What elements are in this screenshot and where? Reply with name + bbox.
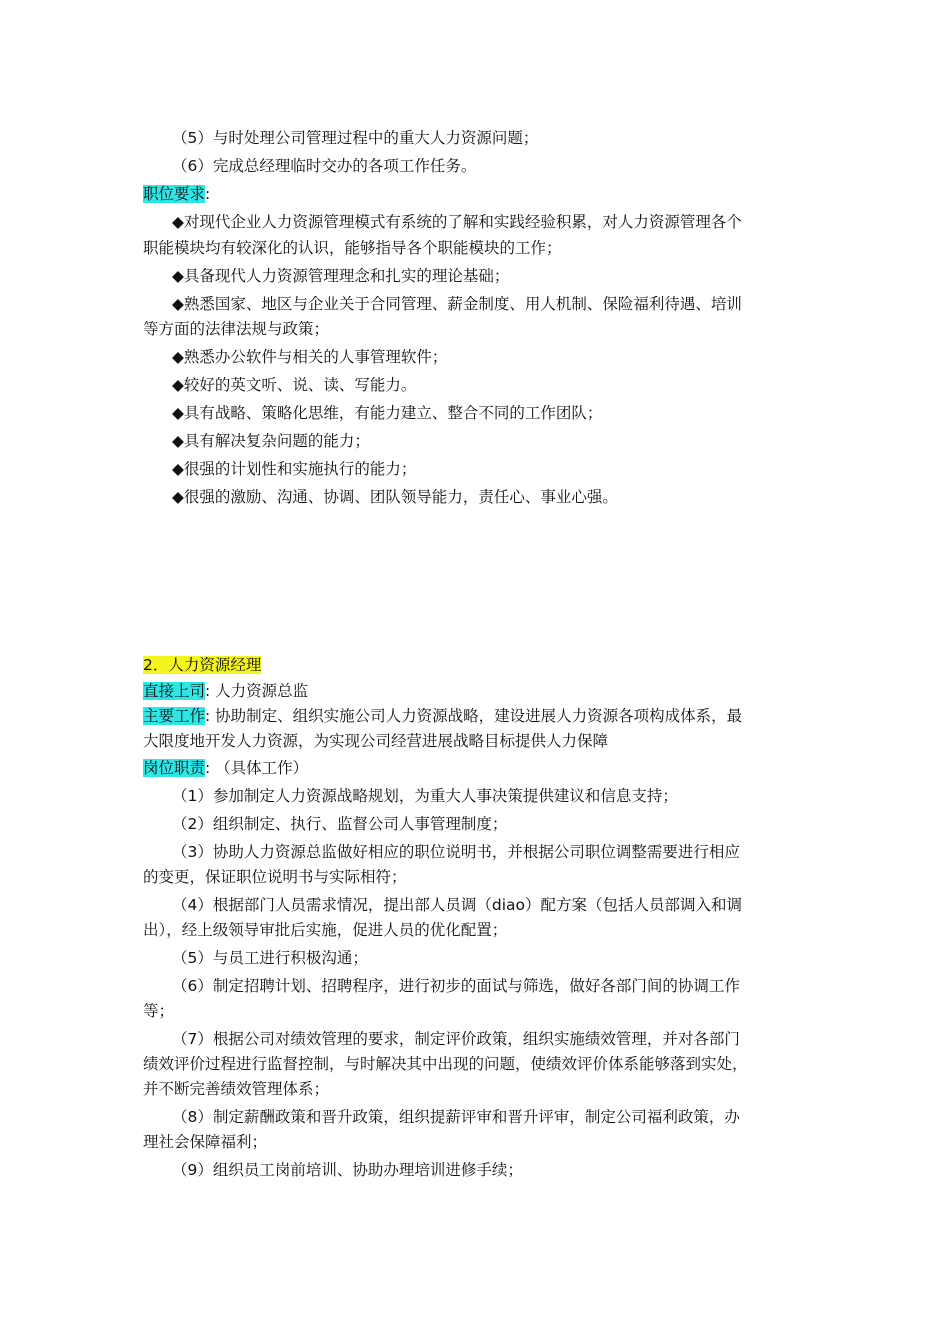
requirement-item: ◆具有解决复杂问题的能力； [172,432,370,450]
duties-heading [143,755,813,781]
requirement-item: ◆对现代企业人力资源管理模式有系统的了解和实践经验积累，对人力资源管理各个 [172,213,742,231]
requirements-label: 职位要求 [143,185,206,203]
duty-item-continuation: 并不断完善绩效管理体系； [143,1080,330,1098]
duty-item-continuation: 出），经上级领导审批后实施，促进人员的优化配置； [143,921,508,939]
duty-item: （8）制定薪酬政策和晋升政策，组织提薪评审和晋升评审，制定公司福利政策，办 [172,1108,740,1126]
requirement-item-continuation: 职能模块均有较深化的认识，能够指导各个职能模块的工作； [143,239,562,257]
requirement-item: ◆较好的英文听、说、读、写能力。 [172,376,417,394]
duties-suffix: : （具体工作） [205,759,309,777]
duty-item-5: （5）与时处理公司管理过程中的重大人力资源问题； [172,129,539,147]
duty-item-continuation: 等； [143,1002,175,1020]
duty-item: （9）组织员工岗前培训、协助办理培训进修手续； [172,1161,523,1179]
duties-label: 岗位职责 [143,759,206,777]
duty-item: （7）根据公司对绩效管理的要求，制定评价政策，组织实施绩效管理，并对各部门 [172,1030,740,1048]
requirements-heading [143,181,813,207]
duty-item: （2）组织制定、执行、监督公司人事管理制度； [172,815,508,833]
supervisor-label: 直接上司 [143,682,206,700]
duty-item-continuation: 的变更，保证职位说明书与实际相符； [143,868,407,886]
requirement-item-continuation: 等方面的法律法规与政策； [143,320,330,338]
main-work-text: : 协助制定、组织实施公司人力资源战略，建设进展人力资源各项构成体系，最 [205,707,743,725]
duty-item: （6）制定招聘计划、招聘程序，进行初步的面试与筛选，做好各部门间的协调工作 [172,977,740,995]
main-work-continuation: 大限度地开发人力资源，为实现公司经营进展战略目标提供人力保障 [143,732,609,750]
main-work-row [143,703,813,729]
requirement-item: ◆具有战略、策略化思维，有能力建立、整合不同的工作团队； [172,404,603,422]
requirement-item: ◆很强的激励、沟通、协调、团队领导能力，责任心、事业心强。 [172,488,618,506]
duty-item: （1）参加制定人力资源战略规划，为重大人事决策提供建议和信息支持； [172,787,678,805]
supervisor-row [143,678,813,704]
duty-item-continuation: 理社会保障福利； [143,1133,268,1151]
section-title [143,652,813,678]
duty-item: （3）协助人力资源总监做好相应的职位说明书，并根据公司职位调整需要进行相应 [172,843,740,861]
requirement-item: ◆熟悉办公软件与相关的人事管理软件； [172,348,448,366]
supervisor-value: : 人力资源总监 [205,682,309,700]
duty-item-continuation: 绩效评价过程进行监督控制，与时解决其中出现的问题，使绩效评价体系能够落到实处， [143,1055,748,1073]
duty-item: （4）根据部门人员需求情况，提出部人员调（diao）配方案（包括人员部调入和调 [172,896,742,914]
duty-item-6: （6）完成总经理临时交办的各项工作任务。 [172,157,477,175]
main-work-label: 主要工作 [143,707,206,725]
section-title-text: 2．人力资源经理 [143,656,262,674]
requirements-colon: : [205,185,211,203]
duty-item: （5）与员工进行积极沟通； [172,949,368,967]
requirement-item: ◆熟悉国家、地区与企业关于合同管理、薪金制度、用人机制、保险福利待遇、培训 [172,295,742,313]
requirement-item: ◆很强的计划性和实施执行的能力； [172,460,417,478]
requirement-item: ◆具备现代人力资源管理理念和扎实的理论基础； [172,267,510,285]
